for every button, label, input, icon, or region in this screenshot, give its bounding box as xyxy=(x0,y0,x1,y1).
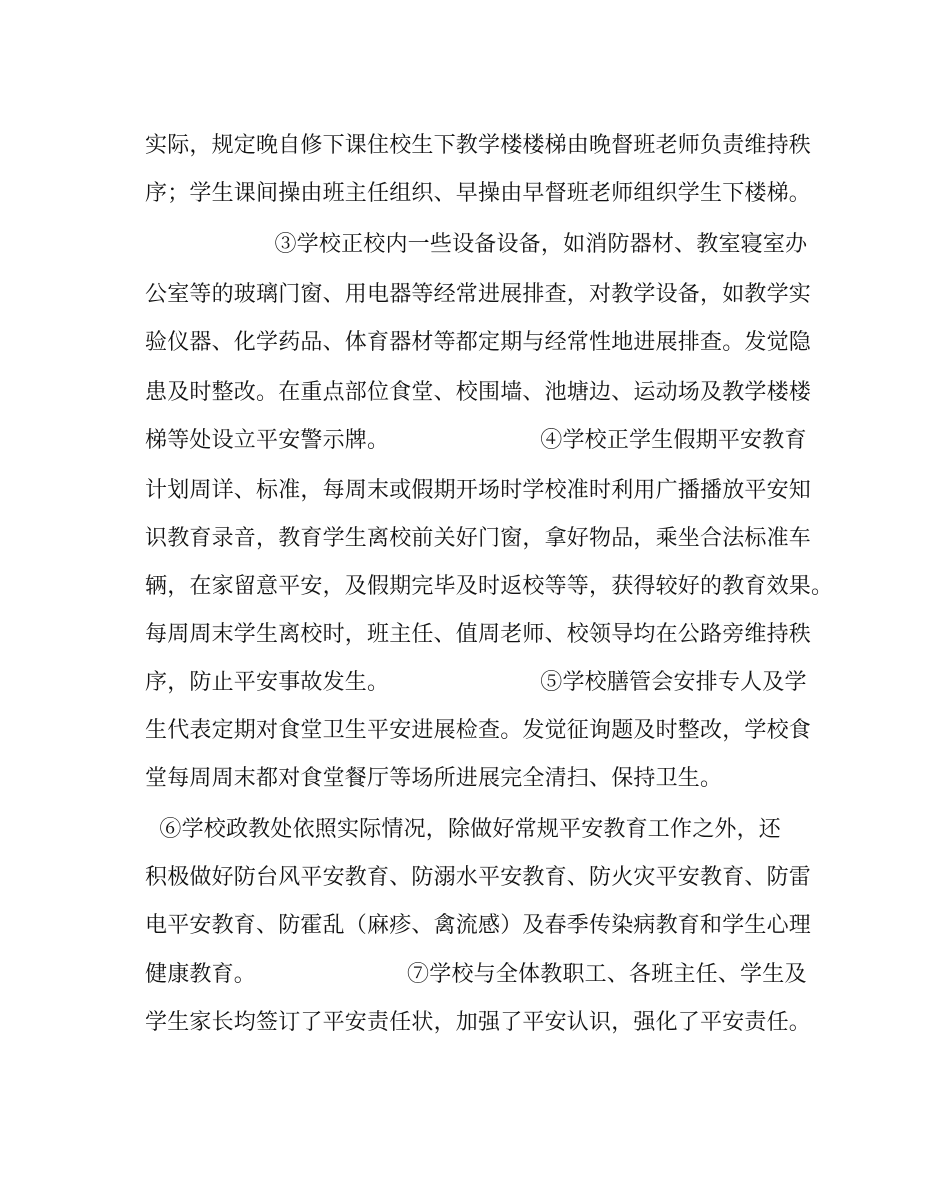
text-line: 电平安教育、防霍乱（麻疹、禽流感）及春季传染病教育和学生心理 xyxy=(145,913,812,938)
text-line: 计划周详、标准，每周末或假期开场时学校准时利用广播播放平安知 xyxy=(145,478,812,503)
text-line: 公室等的玻璃门窗、用电器等经常进展排查，对教学设备，如教学实 xyxy=(145,282,812,307)
text-line: 堂每周周末都对食堂餐厅等场所进展完全清扫、保持卫生。 xyxy=(145,766,723,791)
text-line: 验仪器、化学药品、体育器材等都定期与经常性地进展排查。发觉隐 xyxy=(145,330,812,355)
text-line: ⑥学校政教处依照实际情况，除做好常规平安教育工作之外，还 xyxy=(145,817,781,842)
text-line: 生代表定期对食堂卫生平安进展检查。发觉征询题及时整改，学校食 xyxy=(145,718,812,743)
text-line: 梯等处设立平安警示牌。 ④学校正学生假期平安教育 xyxy=(145,428,807,453)
text-line: 辆，在家留意平安，及假期完毕及时返校等等，获得较好的教育效果。 xyxy=(145,574,834,599)
text-line: 实际，规定晚自修下课住校生下教学楼楼梯由晚督班老师负责维持秩 xyxy=(145,133,812,158)
text-line: ③学校正校内一些设备设备，如消防器材、教室寝室办 xyxy=(145,232,808,257)
text-line: 每周周末学生离校时，班主任、值周老师、校领导均在公路旁维持秩 xyxy=(145,622,812,647)
text-line: 学生家长均签订了平安责任状，加强了平安认识，强化了平安责任。 xyxy=(145,1010,812,1035)
text-line: 积极做好防台风平安教育、防溺水平安教育、防火灾平安教育、防雷 xyxy=(145,865,812,890)
text-line: 序，防止平安事故发生。 ⑤学校膳管会安排专人及学 xyxy=(145,670,807,695)
text-line: 序；学生课间操由班主任组织、早操由早督班老师组织学生下楼梯。 xyxy=(145,181,812,206)
text-line: 识教育录音，教育学生离校前关好门窗，拿好物品，乘坐合法标准车 xyxy=(145,526,812,551)
text-line: 健康教育。 ⑦学校与全体教职工、各班主任、学生及 xyxy=(145,962,807,987)
text-line: 患及时整改。在重点部位食堂、校围墙、池塘边、运动场及教学楼楼 xyxy=(145,380,812,405)
